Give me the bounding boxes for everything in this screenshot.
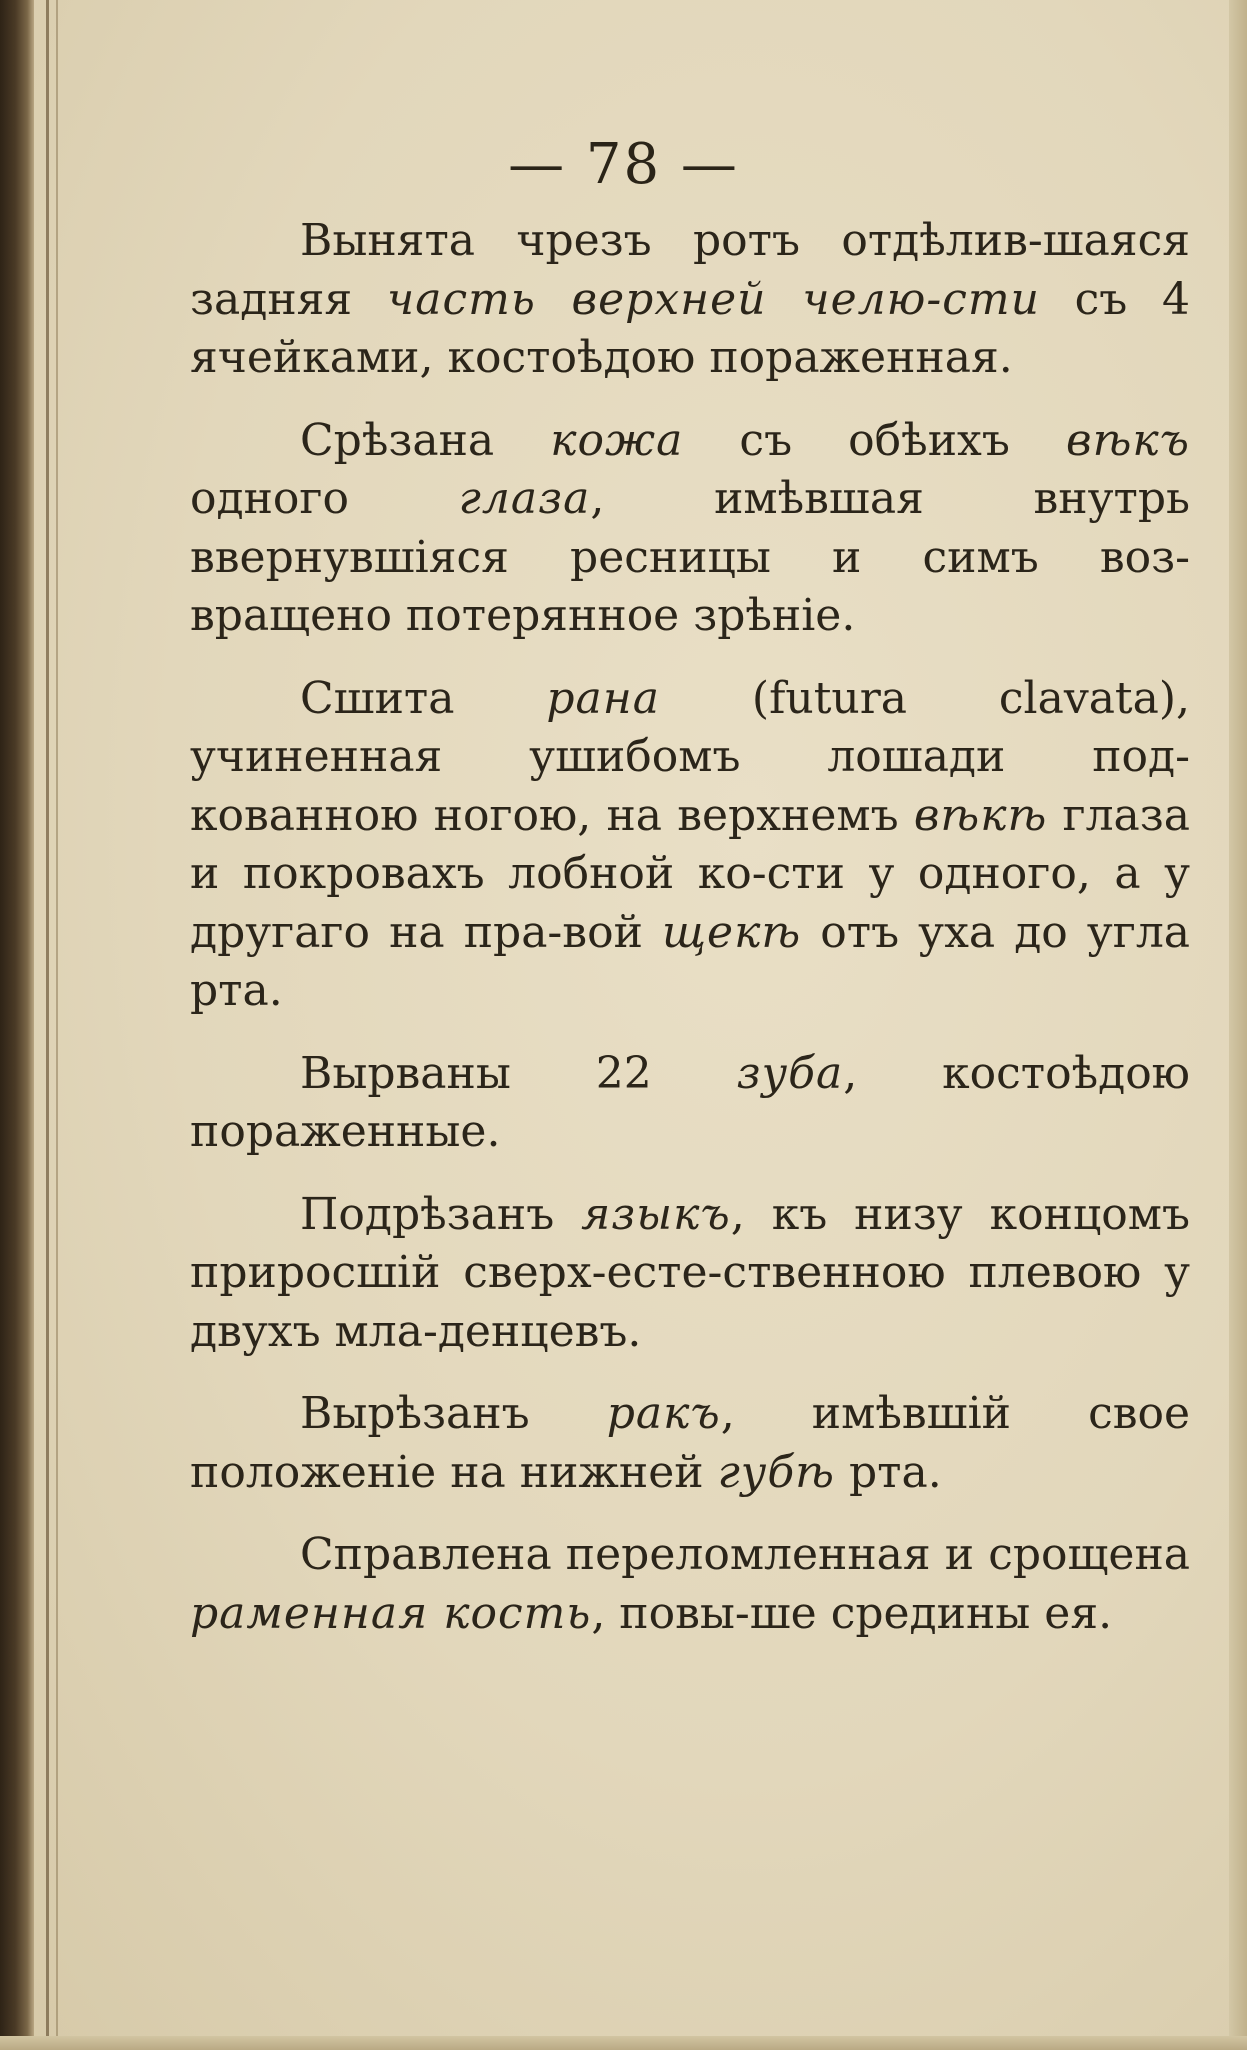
paragraph xyxy=(190,670,1190,1021)
text-run: , имѣвшій свое положеніе на нижней xyxy=(190,1388,1191,1498)
text-run: (futura clavata), учиненная ушибомъ лошади под-кованною ногою, на верхнемъ xyxy=(190,672,1190,841)
text-run: Вырѣзанъ xyxy=(300,1388,607,1439)
italic-term: раменная кость xyxy=(190,1587,592,1639)
paragraph xyxy=(190,1186,1190,1362)
text-run: глаза и покровахъ лобной ко-сти у одного, а у другаго на пра-вой xyxy=(190,789,1191,958)
text-run: Вынята чрезъ ротъ отдѣлив-шаяся задняя xyxy=(190,215,1190,325)
text-run: , къ низу концомъ приросшій сверх-есте-ственною плевою у двухъ мла-денцевъ. xyxy=(190,1188,1190,1357)
italic-term: языкъ xyxy=(581,1188,731,1240)
text-run: съ обѣихъ xyxy=(683,414,1066,466)
page-body xyxy=(190,212,1190,1667)
text-run: Вырваны 22 xyxy=(300,1047,737,1099)
paragraph xyxy=(190,412,1190,646)
italic-term: зуба xyxy=(736,1047,844,1099)
text-run: , костоѣдою пораженные. xyxy=(190,1047,1190,1157)
text-run: рта. xyxy=(835,1446,942,1498)
italic-term: кожа xyxy=(550,414,684,466)
text-run: Подрѣзанъ xyxy=(300,1188,582,1240)
italic-term: ракъ xyxy=(606,1388,721,1439)
text-run: Сшита xyxy=(300,672,547,724)
text-run: съ 4 ячейками, костоѣдою пораженная. xyxy=(190,273,1190,383)
italic-term: часть верхней челю-сти xyxy=(386,273,1040,325)
text-run: Срѣзана xyxy=(300,414,551,466)
italic-term: губѣ xyxy=(717,1446,835,1498)
italic-term: рана xyxy=(546,672,661,724)
text-run: Справлена переломленная и срощена xyxy=(300,1529,1190,1580)
text-run: , повы-ше средины ея. xyxy=(591,1587,1113,1639)
text-run: , имѣвшая внутрь ввернувшіяся ресницы и симъ воз-вращено потерянное зрѣніе. xyxy=(190,473,1190,641)
page-right-edge xyxy=(1229,0,1247,2050)
italic-term: глаза xyxy=(458,473,591,524)
book-spine xyxy=(0,0,34,2050)
page-edge-line xyxy=(46,0,49,2050)
italic-term: вѣкъ xyxy=(1065,414,1190,466)
page-edge-line xyxy=(56,0,58,2050)
italic-term: вѣкѣ xyxy=(913,789,1048,841)
paragraph xyxy=(190,1385,1190,1502)
italic-term: щекѣ xyxy=(661,906,802,958)
text-run: отъ уха до угла рта. xyxy=(190,906,1190,1016)
page-number: — 78 — xyxy=(508,132,739,197)
page-bottom-edge xyxy=(0,2036,1247,2050)
text-run: одного xyxy=(190,473,459,524)
paragraph xyxy=(190,1045,1190,1162)
paragraph xyxy=(190,1526,1190,1643)
paragraph xyxy=(190,212,1190,388)
